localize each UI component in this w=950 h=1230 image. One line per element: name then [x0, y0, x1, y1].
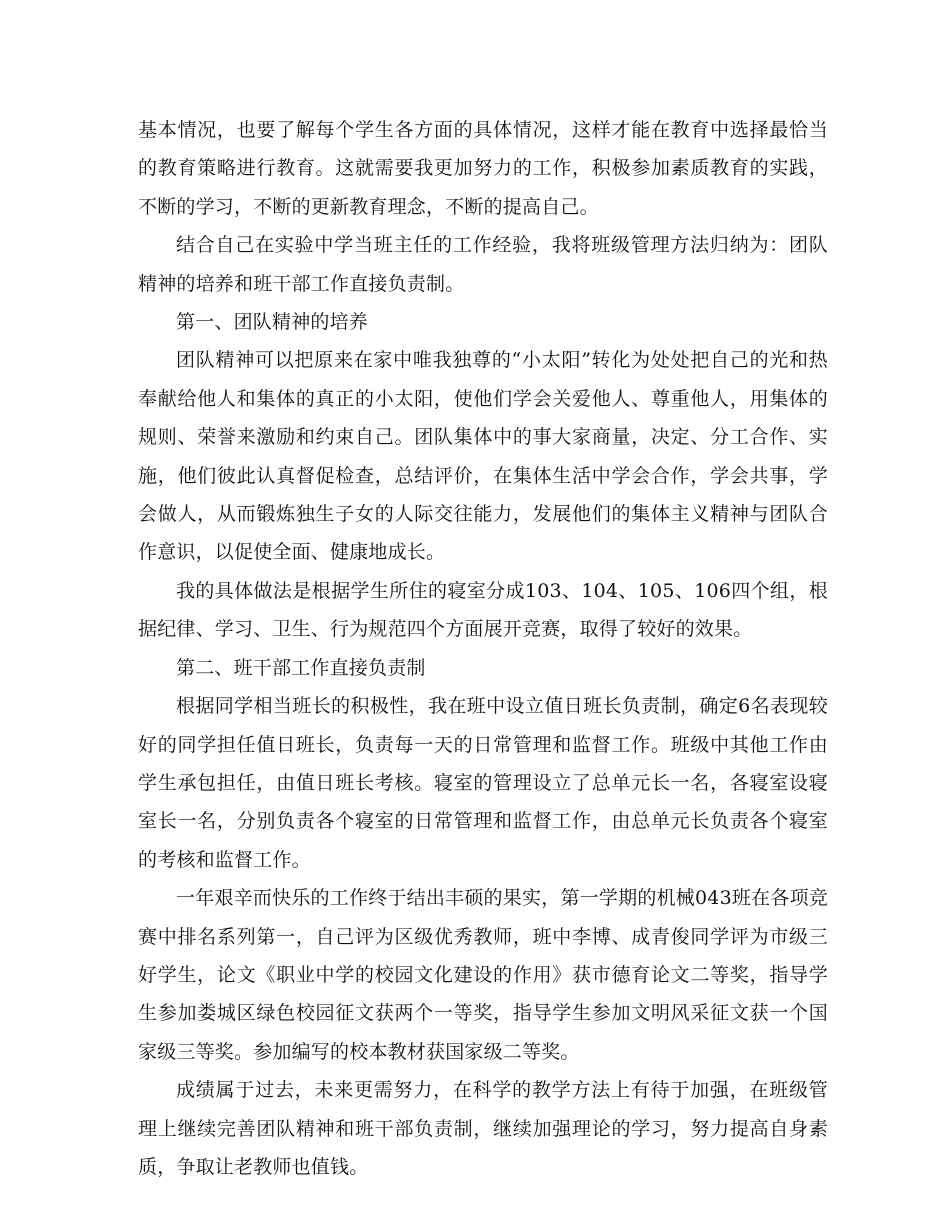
paragraph-3: 团队精神可以把原来在家中唯我独尊的“小太阳”转化为处处把自己的光和热奉献给他人和集体的真正的小太阳，使他们学会关爱他人、尊重他人，用集体的规则、荣誉来激励和约束自己。团队集体中的事大家商量，决定、分工合作、实施，他们彼此认真督促检查，总结评价，在集体生活中学会合作，学会共事，学会做人，从而锻炼独生子女的人际交往能力，发展他们的集体主义精神与团队合作意识，以促使全面、健康地成长。 — [138, 349, 828, 564]
paragraph-5: 根据同学相当班长的积极性，我在班中设立值日班长负责制，确定6名表现较好的同学担任值日班长，负责每一天的日常管理和监督工作。班级中其他工作由学生承包担任，由值日班长考核。寝室的管理设立了总单元长一名，各寝室设寝室长一名，分别负责各个寝室的日常管理和监督工作，由总单元长负责各个寝室的考核和监督工作。 — [138, 695, 828, 871]
paragraph-2: 结合自己在实验中学当班主任的工作经验，我将班级管理方法归纳为：团队精神的培养和班干部工作直接负责制。 — [138, 234, 828, 295]
paragraph-1: 基本情况，也要了解每个学生各方面的具体情况，这样才能在教育中选择最恰当的教育策略进行教育。这就需要我更加努力的工作，积极参加素质教育的实践，不断的学习，不断的更新教育理念，不断的提高自己。 — [138, 119, 828, 218]
paragraph-4: 我的具体做法是根据学生所住的寝室分成103、104、105、106四个组，根据纪律、学习、卫生、行为规范四个方面展开竞赛，取得了较好的效果。 — [138, 579, 828, 641]
section-heading-2: 第二、班干部工作直接负责制 — [176, 656, 426, 679]
paragraph-6: 一年艰辛而快乐的工作终于结出丰硕的果实，第一学期的机械043班在各项竞赛中排名系列第一，自己评为区级优秀教师，班中李博、成青俊同学评为市级三好学生，论文《职业中学的校园文化建设的作用》获市德育论文二等奖，指导学生参加娄城区绿色校园征文获两个一等奖，指导学生参加文明风采征文获一个国家级三等奖。参加编写的校本教材获国家级二等奖。 — [138, 887, 828, 1063]
paragraph-7: 成绩属于过去，未来更需努力，在科学的教学方法上有待于加强，在班级管理上继续完善团队精神和班干部负责制，继续加强理论的学习，努力提高自身素质，争取让老教师也值钱。 — [138, 1079, 828, 1178]
document-body — [138, 111, 828, 1186]
section-heading-1: 第一、团队精神的培养 — [176, 311, 369, 334]
